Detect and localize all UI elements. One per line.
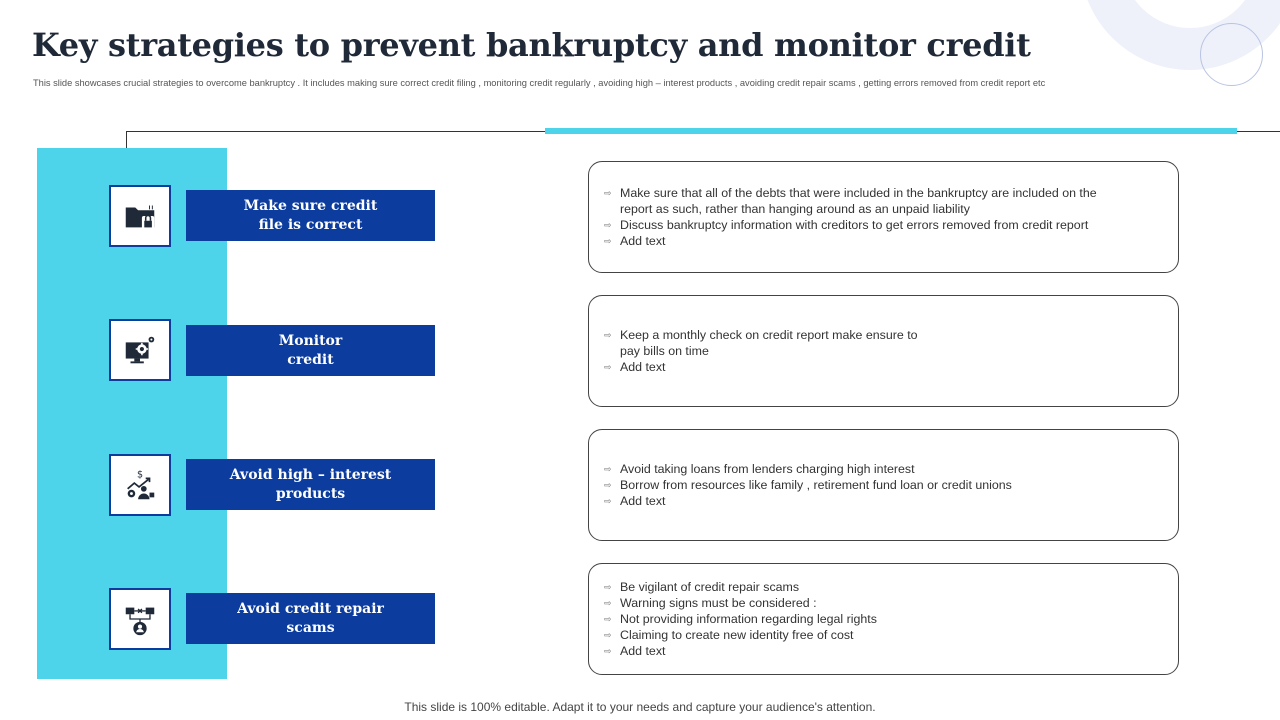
connector-line-vertical <box>126 131 127 148</box>
arrow-bullet-icon: ⇨ <box>604 646 612 656</box>
arrow-bullet-icon: ⇨ <box>604 330 612 340</box>
strategy-label: Avoid credit repair scams <box>186 593 435 644</box>
strategy-row-1 <box>0 161 1280 273</box>
strategy-card <box>588 563 1179 675</box>
strategy-card <box>588 295 1179 407</box>
bullet-item <box>604 643 1108 659</box>
arrow-bullet-icon: ⇨ <box>604 236 612 246</box>
bullet-text: Add text <box>620 494 666 508</box>
arrow-bullet-icon: ⇨ <box>604 480 612 490</box>
slide-title: Key strategies to prevent bankruptcy and monitor credit <box>32 26 1031 64</box>
bullet-item <box>604 359 1108 375</box>
accent-bar <box>545 128 1237 134</box>
arrow-bullet-icon: ⇨ <box>604 188 612 198</box>
strategy-label: Monitor credit <box>186 325 435 376</box>
bullet-text: Make sure that all of the debts that were included in the bankruptcy are included on the report as such, rather than hanging around as an unpaid liability <box>620 186 1097 216</box>
bullet-text: Discuss bankruptcy information with creditors to get errors removed from credit report <box>620 218 1089 232</box>
bullet-text: Avoid taking loans from lenders charging high interest <box>620 462 915 476</box>
bullet-item <box>604 493 1108 509</box>
bullet-text: Not providing information regarding legal rights <box>620 612 877 626</box>
arrow-bullet-icon: ⇨ <box>604 614 612 624</box>
folder-lock-icon <box>109 185 171 247</box>
svg-text:$: $ <box>136 469 144 481</box>
slide-subtitle: This slide showcases crucial strategies to overcome bankruptcy . It includes making sure correct credit filing , monitoring credit regularly , avoiding high – interest products , avoiding credit repair scams , getting errors removed from credit report etc <box>33 78 1046 88</box>
bullet-item <box>604 233 1108 249</box>
arrow-bullet-icon: ⇨ <box>604 464 612 474</box>
network-user-icon <box>109 588 171 650</box>
strategy-label: Avoid high – interest products <box>186 459 435 510</box>
bullet-item <box>604 477 1108 493</box>
bullet-text: Claiming to create new identity free of cost <box>620 628 854 642</box>
arrow-bullet-icon: ⇨ <box>604 598 612 608</box>
bullet-text: Add text <box>620 234 666 248</box>
bullet-item <box>604 185 1108 217</box>
monitor-gear-icon <box>109 319 171 381</box>
slide-footer: This slide is 100% editable. Adapt it to your needs and capture your audience's attention. <box>404 700 876 714</box>
arrow-bullet-icon: ⇨ <box>604 496 612 506</box>
arrow-bullet-icon: ⇨ <box>604 220 612 230</box>
arrow-bullet-icon: ⇨ <box>604 582 612 592</box>
bullet-text: Add text <box>620 644 666 658</box>
bullet-item <box>604 627 1108 643</box>
bullet-text: Borrow from resources like family , retirement fund loan or credit unions <box>620 478 1012 492</box>
bullet-item <box>604 595 1108 611</box>
arrow-bullet-icon: ⇨ <box>604 362 612 372</box>
bullet-item <box>604 327 1108 359</box>
strategy-card <box>588 161 1179 273</box>
interest-dollar-icon <box>109 454 171 516</box>
arrow-bullet-icon: ⇨ <box>604 630 612 640</box>
strategy-label: Make sure credit file is correct <box>186 190 435 241</box>
bullet-text: Be vigilant of credit repair scams <box>620 580 800 594</box>
strategy-row-4 <box>0 563 1280 675</box>
bullet-item <box>604 461 1108 477</box>
decorative-ring-small <box>1200 23 1263 86</box>
bullet-item <box>604 217 1108 233</box>
bullet-text: Keep a monthly check on credit report make ensure to pay bills on time <box>620 328 918 358</box>
strategy-row-3 <box>0 429 1280 541</box>
bullet-item <box>604 579 1108 595</box>
bullet-text: Warning signs must be considered : <box>620 596 817 610</box>
bullet-item <box>604 611 1108 627</box>
strategy-card <box>588 429 1179 541</box>
strategy-row-2 <box>0 295 1280 407</box>
bullet-text: Add text <box>620 360 666 374</box>
